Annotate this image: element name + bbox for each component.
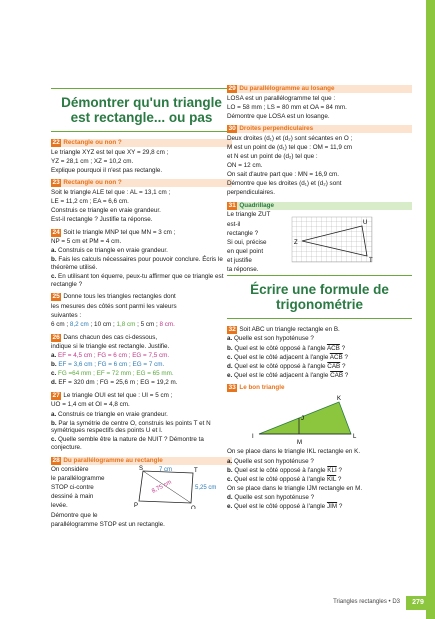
angle: $\overline{KIL}$	[326, 475, 337, 483]
exercise-23	[51, 179, 232, 223]
question-end: ?	[336, 466, 342, 474]
case-a: EF = 4,5 cm ; FG = 6 cm ; EG = 7,5 cm.	[58, 352, 170, 360]
text-line: indique si le triangle est rectangle. Justifie.	[51, 343, 170, 350]
exercise-title: Rectangle ou non ?	[63, 139, 122, 146]
case-c: FG =64 mm ; EF = 72 mm ; EG = 65 mm.	[58, 370, 174, 378]
text-line: LOSA est un parallélogramme tel que :	[227, 94, 336, 102]
text-line: les mesures des côtés sont parmi les valeurs	[51, 302, 177, 310]
grid-figure	[291, 216, 383, 264]
page-edge-strip	[426, 0, 435, 619]
text-line: Dans chacun des cas ci-dessous,	[63, 333, 158, 341]
value: ; 10 cm ;	[88, 320, 115, 328]
exercise-27: 27 Le triangle OUI est tel que : UI = 5 cm ; UO = 1,4 cm et OI = 4,8 cm. a. Construis ce triangle en vraie grandeur. b. Par la symétrie de centre O, construis les points T et N symétriques respectifs des points U et I. c. Quelle semble être la nature de NUIT ? Démontre ta conjecture.	[51, 392, 232, 452]
value: 8,2 cm	[68, 320, 89, 328]
text-line: Explique pourquoi il n'est pas rectangle.	[51, 166, 163, 174]
value: 1,8 cm	[114, 320, 136, 328]
text-line: UO = 1,4 cm et OI = 4,8 cm.	[51, 401, 130, 409]
exercise-number: 30	[228, 125, 236, 133]
exercise-title: Rectangle ou non ?	[63, 179, 122, 187]
angle: $\overline{JIM}$	[326, 502, 338, 510]
text-line: Si oui, précise	[227, 238, 267, 246]
text-line: On se place dans le triangle IKL rectangle en K.	[227, 448, 361, 456]
exercise-number: 33	[228, 384, 236, 392]
label-T: T	[194, 467, 198, 474]
case-d: EF = 320 dm ; FG = 25,6 m ; EG = 19,2 m.	[58, 379, 178, 387]
text-line: et N est un point de (d₂) tel que :	[227, 152, 318, 160]
exercise-number: 29	[228, 85, 236, 92]
question-c: En utilisant ton équerre, peux-tu affirmer que ce triangle est rectangle ?	[51, 273, 224, 288]
exercise-number: 27	[52, 391, 60, 399]
text-line: YZ = 28,1 cm ; XZ = 10,2 cm.	[51, 157, 134, 165]
label-J: J	[301, 416, 304, 423]
label-T: T	[369, 257, 373, 264]
value: 6 cm ;	[51, 320, 69, 328]
angle: $\overline{CAB}$	[330, 371, 344, 379]
text-line: Le triangle ZUT	[227, 211, 271, 219]
exercise-33: 33 Le bon triangle K J I L M On se place dans le triangle IKL rectangle en K. a. Quelle est son hypoténuse ? b. Quel est le côté opposé à l'angle $\overline{KLI}$ ? c. Quel est le côté opposé à l'angle $\overline{KIL}$ ? On se place dans le triangle IJM rectangle en M. d. Quelle est son hypoténuse ? e. Quel est le côté opposé à l'angle $\overline{JIM}$ ?	[227, 384, 412, 510]
section-title-right: Écrire une formule de trigonométrie	[227, 275, 412, 319]
exercise-28	[51, 457, 232, 529]
exercise-number: 24	[52, 228, 60, 236]
question-a: Quelle est son hypoténuse ?	[234, 457, 314, 465]
exercise-25	[51, 293, 232, 328]
text-line: levée.	[51, 502, 68, 510]
label-K: K	[337, 396, 342, 403]
angle: $\overline{KLI}$	[327, 466, 337, 474]
label-O: O	[191, 505, 196, 509]
angle: $\overline{ACB}$	[329, 353, 343, 361]
exercise-number: 31	[228, 201, 236, 209]
length-to: 5,25 cm	[195, 484, 217, 491]
question-b: Par la symétrie de centre O, construis les points T et N symétriques respectifs des points U et I.	[51, 419, 211, 435]
exercise-26: 26 Dans chacun des cas ci-dessous, indique si le triangle est rectangle. Justifie. a. EF = 4,5 cm ; FG = 6 cm ; EG = 7,5 cm. b. EF = 3,6 cm ; FG = 6 cm ; EG = 7 cm. c. FG =64 mm ; EF = 72 mm ; EG = 65 mm. d. EF = 320 dm ; FG = 25,6 m ; EG = 19,2 m.	[51, 334, 232, 387]
right-column	[227, 85, 412, 516]
triangle-figure	[251, 394, 371, 446]
text-line: Soit le triangle ALE tel que : AL = 13,1 cm ;	[51, 188, 171, 196]
exercise-number: 26	[52, 333, 60, 341]
exercise-24: 24 Soit le triangle MNP tel que MN = 3 cm ; NP = 5 cm et PM = 4 cm. a. Construis ce triangle en vraie grandeur. b. Fais les calculs nécessaires pour pouvoir conclure. Écris le théorème utilisé. c. En utilisant ton équerre, peux-tu affirmer que ce triangle est rectangle ?	[51, 229, 232, 289]
exercise-number: 22	[52, 139, 60, 146]
question-c: Quel est le côté opposé à l'angle	[234, 475, 327, 483]
question-d: Quel est le côté opposé à l'angle	[234, 362, 328, 370]
label-I: I	[252, 434, 254, 441]
label-U: U	[363, 219, 368, 226]
parallelogram-figure	[133, 465, 219, 509]
exercise-title: Droites perpendiculaires	[239, 125, 314, 133]
exercise-title: Le bon triangle	[239, 384, 285, 392]
text-line: Donne tous les triangles rectangles dont	[63, 293, 176, 301]
text-line: On considère	[51, 466, 89, 474]
exercise-number: 25	[52, 293, 60, 301]
text-line: Est-il rectangle ? Justifie ta réponse.	[51, 216, 153, 224]
text-line: Construis ce triangle en vraie grandeur.	[51, 206, 161, 214]
exercise-29	[227, 85, 412, 120]
exercise-30	[227, 125, 412, 197]
text-line: ta réponse.	[227, 266, 259, 273]
text-line: dessiné à main	[51, 493, 94, 501]
text-line: LO = 58 mm ; LS = 80 mm et OA = 84 mm.	[227, 103, 347, 111]
value: ; 5 cm ;	[135, 320, 158, 328]
exercise-22	[51, 139, 232, 174]
exercise-number: 28	[52, 456, 60, 464]
question-end: ?	[337, 502, 343, 510]
exercise-number: 32	[228, 325, 236, 333]
question-a: Construis ce triangle en vraie grandeur.	[58, 247, 168, 255]
text-line: en quel point	[227, 247, 264, 255]
text-line: Deux droites (d₁) et (d₂) sont sécantes en O ;	[227, 134, 353, 142]
text-line: ON = 12 cm.	[227, 162, 263, 170]
label-Z: Z	[294, 239, 298, 246]
exercise-title: Quadrillage	[239, 201, 274, 209]
text-line: perpendiculaires.	[227, 189, 275, 197]
label-P: P	[134, 502, 139, 509]
text-line: On sait d'autre part que : MN = 16,9 cm.	[227, 171, 339, 179]
text-line: Démontre que LOSA est un losange.	[227, 112, 330, 120]
question-end: ?	[336, 475, 342, 483]
question-b: Quel est le côté opposé à l'angle	[234, 344, 327, 352]
question-e: Quel est le côté opposé à l'angle	[234, 502, 327, 510]
value-list	[51, 321, 232, 329]
question-end: ?	[340, 362, 346, 370]
question-b: Quel est le côté opposé à l'angle	[234, 466, 328, 474]
length-diag: 8,75 cm	[151, 478, 173, 495]
exercise-32: 32 Soit ABC un triangle rectangle en B. a. Quelle est son hypoténuse ? b. Quel est le côté opposé à l'angle $\overline{ACB}$ ? c. Quel est le côté adjacent à l'angle $\overline{ACB}$ ? d. Quel est le côté opposé à l'angle $\overline{CAB}$ ? e. Quel est le côté adjacent à l'angle $\overline{CAB}$ ?	[227, 325, 349, 379]
question-end: ?	[342, 353, 348, 361]
left-column	[51, 88, 232, 533]
question-d: Quelle est son hypoténuse ?	[234, 493, 315, 501]
question-end: ?	[343, 371, 349, 379]
text-line: Le triangle XYZ est tel que XY = 29,8 cm ;	[51, 148, 169, 156]
text-line: M est un point de (d₁) tel que : OM = 11,9 cm	[227, 143, 353, 151]
angle: $\overline{ACB}$	[326, 344, 340, 352]
value: 8 cm.	[157, 320, 175, 328]
text-line: STOP ci-contre	[51, 484, 94, 492]
text-line: Démontre que les droites (d₁) et (d₂) sont	[227, 180, 342, 188]
label-S: S	[139, 465, 144, 472]
text-line: Le triangle OUI est tel que : UI = 5 cm ;	[63, 391, 173, 399]
length-st: 7 cm	[159, 466, 173, 473]
case-b: EF = 3,6 cm ; FG = 6 cm ; EG = 7 cm.	[58, 361, 165, 369]
text-line: le parallélogramme	[51, 475, 105, 483]
question-end: ?	[339, 344, 346, 352]
text-line: est-il	[227, 220, 241, 228]
page-number: 279	[406, 596, 430, 610]
exercise-title: Du parallélogramme au rectangle	[63, 456, 163, 464]
question-b: Fais les calculs nécessaires pour pouvoir conclure. Écris le théorème utilisé.	[51, 256, 223, 271]
text-line: rectangle ?	[227, 229, 259, 237]
text-line: parallélogramme STOP est un rectangle.	[51, 520, 165, 528]
text-line: On se place dans le triangle IJM rectangle en M.	[227, 484, 363, 492]
text-line: et justifie	[227, 256, 252, 264]
text-line: suivantes :	[51, 311, 82, 319]
question-a: Construis ce triangle en vraie grandeur.	[58, 410, 168, 418]
text-line: Soit le triangle MNP tel que MN = 3 cm ;	[63, 228, 176, 236]
exercise-title: Du parallélogramme au losange	[239, 85, 335, 92]
text-line: NP = 5 cm et PM = 4 cm.	[51, 238, 122, 246]
question-c: Quel est le côté adjacent à l'angle	[234, 353, 330, 361]
angle: $\overline{CAB}$	[327, 362, 341, 370]
label-M: M	[297, 440, 302, 447]
footer-chapter: Triangles rectangles • D3	[333, 599, 400, 605]
question-e: Quel est le côté adjacent à l'angle	[234, 371, 331, 379]
label-L: L	[353, 434, 357, 441]
question-c: Quelle semble être la nature de NUIT ? Démontre ta conjecture.	[51, 436, 204, 451]
text-line: LE = 11,2 cm ; EA = 6,6 cm.	[51, 197, 129, 205]
exercise-number: 23	[52, 179, 60, 187]
text-line: Démontre que le	[51, 511, 98, 519]
section-title-left: Démontrer qu'un triangle est rectangle... ou pas	[51, 88, 232, 132]
exercise-31	[227, 201, 412, 273]
text-line: Soit ABC un triangle rectangle en B.	[239, 325, 340, 333]
question-a: Quelle est son hypoténuse ?	[234, 335, 314, 343]
